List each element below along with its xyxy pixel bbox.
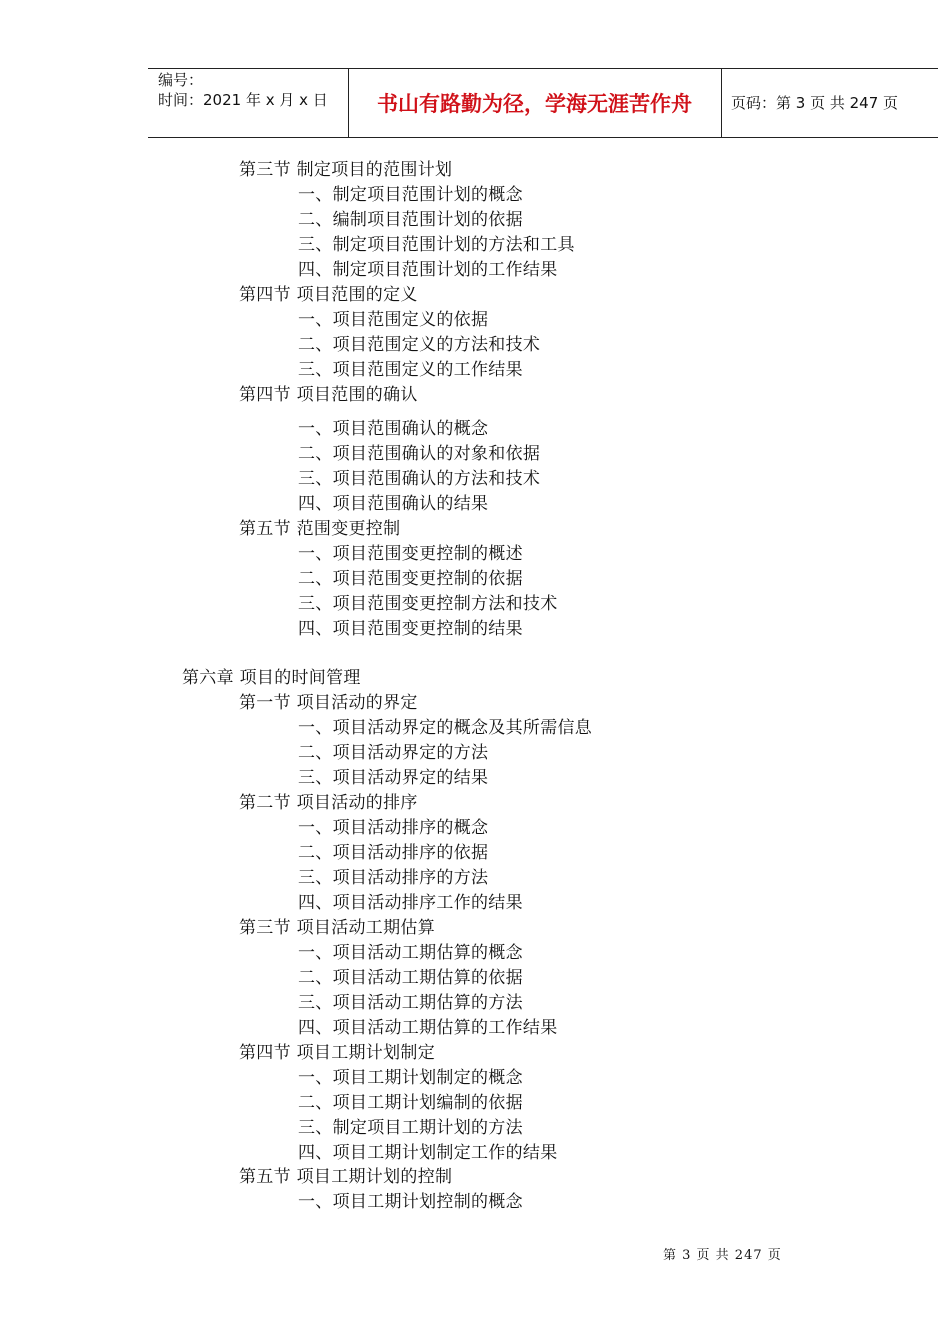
toc-chapter-line: 第六章 项目的时间管理 [182,668,361,688]
toc-item-line: 三、项目活动工期估算的方法 [298,993,523,1013]
toc-item-line: 四、项目范围变更控制的结果 [298,619,523,639]
toc-section-line: 第一节 项目活动的界定 [239,693,418,713]
toc-item-line: 一、项目范围变更控制的概述 [298,544,523,564]
toc-item-line: 一、项目范围确认的概念 [298,419,489,439]
toc-item-line: 二、编制项目范围计划的依据 [298,210,523,230]
toc-section-line: 第五节 项目工期计划的控制 [239,1167,453,1187]
toc-item-line: 一、项目工期计划制定的概念 [298,1068,523,1088]
toc-item-line: 四、项目范围确认的结果 [298,494,489,514]
toc-item-line: 二、项目活动工期估算的依据 [298,968,523,988]
toc-section-line: 第三节 制定项目的范围计划 [239,160,453,180]
toc-item-line: 三、项目范围变更控制方法和技术 [298,594,558,614]
header-motto: 书山有路勤为径，学海无涯苦作舟 [377,92,692,116]
toc-item-line: 二、项目活动排序的依据 [298,843,489,863]
toc-item-line: 二、项目范围确认的对象和依据 [298,444,541,464]
toc-item-line: 一、项目活动排序的概念 [298,818,489,838]
header-page-cell [721,69,938,137]
toc-item-line: 一、项目工期计划控制的概念 [298,1192,523,1212]
toc-item-line: 一、项目活动界定的概念及其所需信息 [298,718,593,738]
header-motto-cell [348,69,722,137]
page-footer: 第 3 页 共 247 页 [663,1248,782,1263]
toc-item-line: 一、项目范围定义的依据 [298,310,489,330]
toc-item-line: 二、项目工期计划编制的依据 [298,1093,523,1113]
toc-item-line: 二、项目范围变更控制的依据 [298,569,523,589]
toc-item-line: 三、项目活动界定的结果 [298,768,489,788]
toc-section-line: 第二节 项目活动的排序 [239,793,418,813]
toc-item-line: 二、项目范围定义的方法和技术 [298,335,541,355]
toc-section-line: 第三节 项目活动工期估算 [239,918,436,938]
document-time-label: 时间：2021 年 x 月 x 日 [158,91,328,109]
toc-item-line: 四、项目工期计划制定工作的结果 [298,1143,558,1163]
toc-item-line: 三、制定项目工期计划的方法 [298,1118,523,1138]
toc-section-line: 第四节 项目范围的定义 [239,285,418,305]
toc-item-line: 二、项目活动界定的方法 [298,743,489,763]
toc-section-line: 第四节 项目范围的确认 [239,385,418,405]
toc-item-line: 四、制定项目范围计划的工作结果 [298,260,558,280]
page-header [148,68,938,138]
toc-item-line: 三、项目范围确认的方法和技术 [298,469,541,489]
toc-item-line: 一、项目活动工期估算的概念 [298,943,523,963]
header-page-info: 页码：第 3 页 共 247 页 [731,94,899,112]
toc-item-line: 三、制定项目范围计划的方法和工具 [298,235,575,255]
toc-item-line: 三、项目范围定义的工作结果 [298,360,523,380]
toc-item-line: 四、项目活动排序工作的结果 [298,893,523,913]
header-meta-cell [148,69,349,137]
toc-section-line: 第五节 范围变更控制 [239,519,401,539]
toc-section-line: 第四节 项目工期计划制定 [239,1043,436,1063]
document-number-label: 编号： [158,71,204,89]
toc-item-line: 三、项目活动排序的方法 [298,868,489,888]
toc-item-line: 四、项目活动工期估算的工作结果 [298,1018,558,1038]
toc-item-line: 一、制定项目范围计划的概念 [298,185,523,205]
